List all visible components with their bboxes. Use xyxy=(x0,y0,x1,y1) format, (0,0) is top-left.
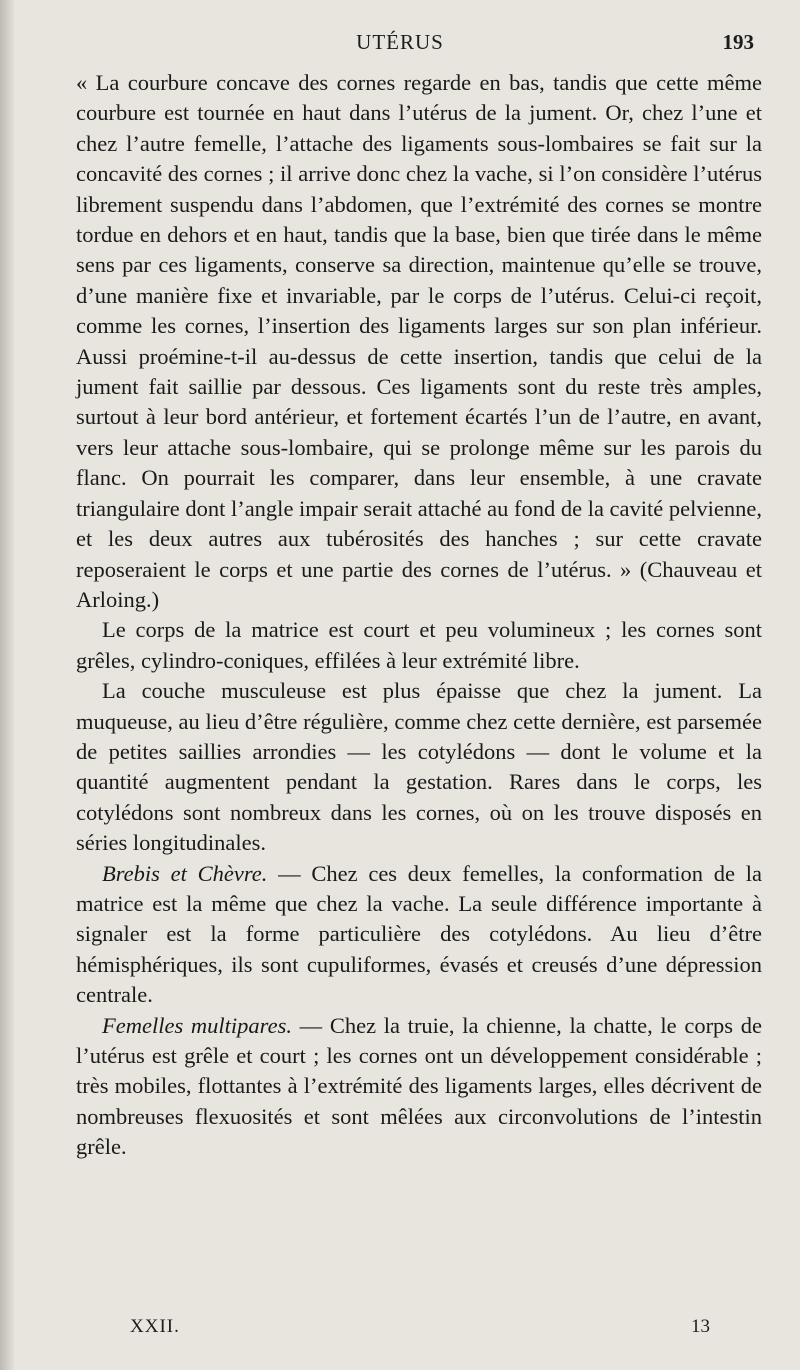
running-head xyxy=(0,30,800,56)
paragraph-ewe-and-goat xyxy=(76,859,762,1011)
page-gutter-shadow xyxy=(0,0,14,1370)
paragraph-text: Le corps de la matrice est court et peu volumineux ; les cornes sont grêles, cylindro-coniques, effilées à leur extrémité libre. xyxy=(76,617,762,673)
running-title: UTÉRUS xyxy=(356,30,444,54)
paragraph-muscular-layer xyxy=(76,676,762,858)
paragraph-body-of-uterus xyxy=(76,615,762,676)
signature-mark: XXII. xyxy=(130,1316,180,1337)
paragraph-text: « La courbure concave des cornes regarde en bas, tandis que cette même courbure est tournée en haut dans l’utérus de la jument. Or, chez l’une et chez l’autre femelle, l’attache des ligaments sous-lombaires se fait sur la concavité des cornes ; il arrive donc chez la vache, si l’on considère l’utérus librement suspendu dans l’abdomen, que l’extrémité des cornes se montre tordue en dehors et en haut, tandis que la base, bien que tirée dans le même sens par ces ligaments, conserve sa direction, maintenue qu’elle se trouve, d’une manière fixe et invariable, par le corps de l’utérus. Celui-ci reçoit, comme les cornes, l’insertion des ligaments larges sur son plan inférieur. Aussi proémine-t-il au-dessus de cette insertion, tandis que celui de la jument fait saillie par dessous. Ces ligaments sont du reste très amples, surtout à leur bord antérieur, et fortement écartés l’un de l’autre, en avant, vers leur attache sous-lombaire, qui se prolonge même sur les parois du flanc. On pourrait les comparer, dans leur ensemble, à une cravate triangulaire dont l’angle impair serait attaché au fond de la cavité pelvienne, et les deux autres aux tubérosités des hanches ; sur cette cravate reposeraient le corps et une partie des cornes de l’utérus. » (Chauveau et Arloing.) xyxy=(76,70,762,612)
paragraph-multiparous-females xyxy=(76,1011,762,1163)
paragraph-quotation xyxy=(76,68,762,615)
paragraph-text: — Chez la truie, la chienne, la chatte, le corps de l’utérus est grêle et court ; les cornes ont un développement considérable ; très mobiles, flottantes à l’extrémité des ligaments larges, elles décrivent de nombreuses flexuosités et sont mêlées aux circonvolutions de l’intestin grêle. xyxy=(76,1012,762,1160)
paragraph-text: La couche musculeuse est plus épaisse que chez la jument. La muqueuse, au lieu d’être régulière, comme chez cette dernière, est parsemée de petites saillies arrondies — les cotylédons — dont le volume et la quantité augmentent pendant la gestation. Rares dans le corps, les cotylédons sont nombreux dans les cornes, où on les trouve disposés en séries longitudinales. xyxy=(76,678,762,856)
page-footer xyxy=(0,1316,800,1342)
page-number: 193 xyxy=(722,30,754,54)
paragraph-lead-heading: Brebis et Chèvre. xyxy=(102,860,268,886)
paragraph-lead-heading: Femelles multipares. xyxy=(102,1012,292,1038)
paragraph-text: — Chez ces deux femelles, la conformation de la matrice est la même que chez la vache. La seule différence importante à signaler est la forme particulière des cotylédons. Au lieu d’être hémisphériques, ils sont cupuliformes, évasés et creusés d’une dépression centrale. xyxy=(76,860,762,1008)
body-text xyxy=(76,68,762,1163)
sheet-number: 13 xyxy=(691,1316,710,1337)
